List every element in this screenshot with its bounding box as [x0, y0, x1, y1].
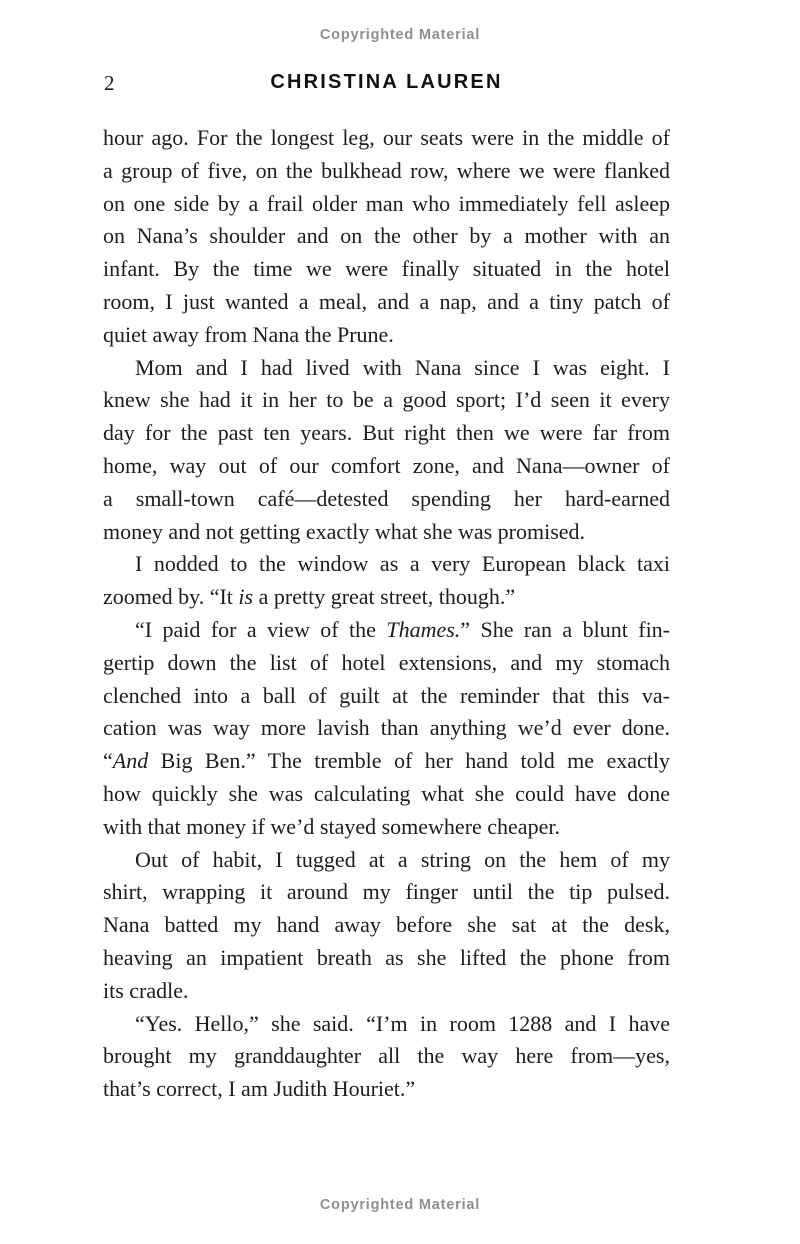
copyright-notice-top: Copyrighted Material [319, 27, 481, 43]
text-line: cation was way more lavish than anything we’d ever done. [103, 715, 670, 741]
text-line: Nana batted my hand away before she sat at the desk, [103, 912, 670, 938]
text-line: money and not getting exactly what she was promised. [103, 518, 586, 544]
text-line: with that money if we’d stayed somewhere cheaper. [103, 813, 560, 839]
text-line: infant. By the time we were finally situated in the hotel [103, 256, 670, 282]
text-line: quiet away from Nana the Prune. [103, 321, 394, 347]
text-line: Out of habit, I tugged at a string on the hem of my [135, 846, 670, 872]
text-line: “I paid for a view of the Thames.” She ran a blunt fin- [135, 616, 671, 642]
text-line: heaving an impatient breath as she lifted the phone from [103, 944, 670, 970]
text-line: knew she had it in her to be a good sport; I’d seen it every [103, 387, 670, 413]
text-line: brought my granddaughter all the way here from—yes, [103, 1043, 670, 1069]
text-line: I nodded to the window as a very European black taxi [135, 551, 670, 577]
text-line: hour ago. For the longest leg, our seats were in the middle of [103, 125, 670, 150]
text-line: gertip down the list of hotel extensions, and my stomach [103, 649, 670, 675]
text-line: clenched into a ball of guilt at the reminder that this va- [103, 682, 670, 708]
copyright-notice-bottom: Copyrighted Material [319, 1197, 481, 1213]
page-number: 2 [104, 71, 115, 95]
text-line: “And Big Ben.” The tremble of her hand told me exactly [103, 748, 670, 774]
text-line: room, I just wanted a meal, and a nap, and a tiny patch of [103, 288, 670, 314]
text-line: its cradle. [103, 977, 189, 1003]
text-line: home, way out of our comfort zone, and Nana—owner of [103, 452, 670, 478]
running-header: CHRISTINA LAUREN [270, 71, 503, 93]
text-line: day for the past ten years. But right then we were far from [103, 420, 670, 446]
text-line: that’s correct, I am Judith Houriet.” [103, 1076, 416, 1102]
text-line: “Yes. Hello,” she said. “I’m in room 1288 and I have [135, 1010, 670, 1036]
text-line: how quickly she was calculating what she could have done [103, 780, 670, 806]
body-text [103, 122, 670, 1106]
text-line: Mom and I had lived with Nana since I was eight. I [135, 354, 670, 380]
text-line: shirt, wrapping it around my finger until the tip pulsed. [103, 879, 670, 905]
text-line: on one side by a frail older man who immediately fell asleep [103, 190, 670, 216]
text-line: on Nana’s shoulder and on the other by a mother with an [103, 223, 670, 249]
text-line: a group of five, on the bulkhead row, where we were flanked [103, 157, 670, 183]
text-line: a small-town café—detested spending her hard-earned [103, 485, 670, 511]
text-line: zoomed by. “It is a pretty great street, though.” [103, 584, 516, 610]
